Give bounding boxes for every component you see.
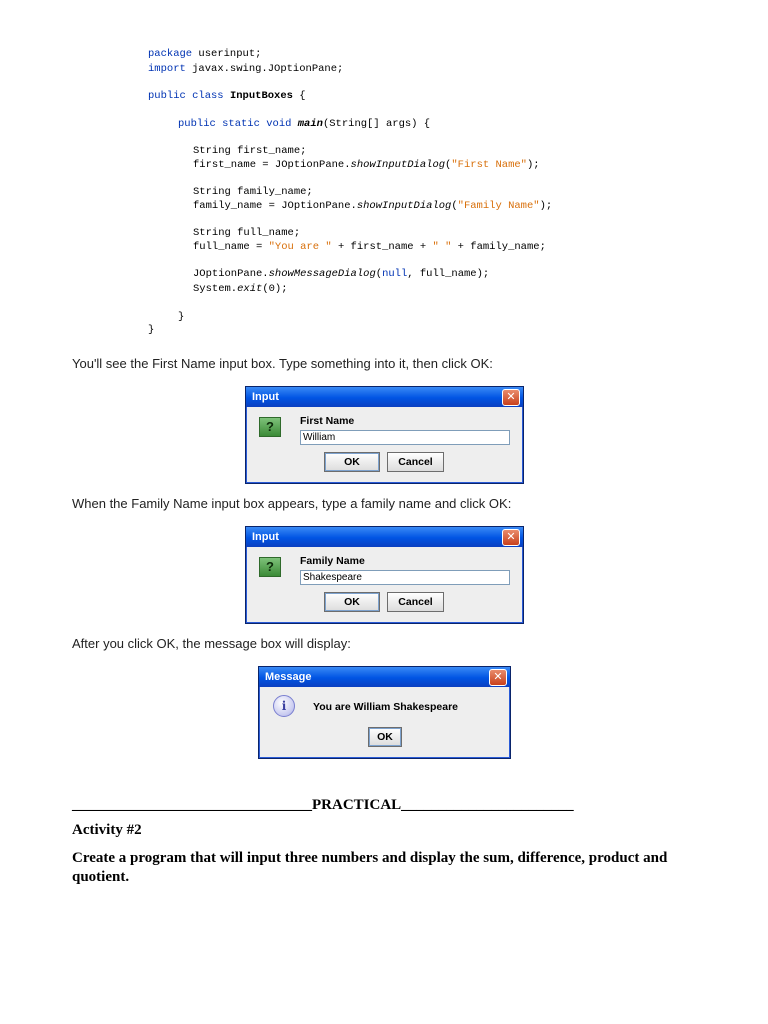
code-keyword: public class — [148, 90, 224, 102]
code-line-4 — [178, 118, 430, 131]
method-name: exit — [237, 283, 263, 295]
dialog-title: Input — [252, 391, 279, 403]
method-name: showInputDialog — [356, 200, 452, 212]
close-icon[interactable]: ✕ — [502, 529, 520, 546]
cancel-button[interactable]: Cancel — [387, 452, 444, 472]
ok-button[interactable]: OK — [324, 452, 380, 472]
code-text: ); — [539, 200, 553, 212]
code-keyword: null — [382, 268, 408, 280]
code-line-3 — [148, 90, 306, 103]
family-name-input[interactable]: Shakespeare — [300, 570, 510, 585]
first-name-input[interactable]: William — [300, 430, 510, 445]
code-text: { — [292, 90, 306, 102]
instruction-text-2: When the Family Name input box appears, type a family name and click OK: — [72, 496, 512, 511]
close-icon[interactable]: ✕ — [489, 669, 507, 686]
close-icon[interactable]: ✕ — [502, 389, 520, 406]
method-name: showInputDialog — [350, 159, 446, 171]
practical-heading: ________________________________PRACTICAL_______________________ — [72, 797, 574, 813]
code-text: (0); — [262, 283, 288, 295]
code-line-6 — [193, 159, 540, 172]
code-string: "First Name" — [451, 159, 527, 171]
code-text: javax.swing.JOptionPane; — [185, 63, 344, 75]
message-dialog — [258, 666, 511, 759]
instruction-text-1: You'll see the First Name input box. Type something into it, then click OK: — [72, 356, 493, 371]
question-icon: ? — [259, 557, 281, 577]
code-text: (String[] args) { — [322, 118, 431, 130]
family-name-label: Family Name — [300, 555, 365, 567]
code-line-1 — [148, 48, 261, 61]
activity-title: Activity #2 — [72, 822, 142, 838]
cancel-button[interactable]: Cancel — [387, 592, 444, 612]
code-line-14: } — [148, 324, 155, 336]
code-string: "Family Name" — [457, 200, 540, 212]
code-text: System. — [193, 283, 238, 295]
code-text: + first_name + — [331, 241, 433, 253]
code-line-8 — [193, 200, 552, 213]
code-line-11 — [193, 268, 489, 281]
instruction-text-3: After you click OK, the message box will display: — [72, 636, 351, 651]
code-line-5: String first_name; — [193, 145, 307, 157]
code-line-9: String full_name; — [193, 227, 301, 239]
code-line-7: String family_name; — [193, 186, 313, 198]
ok-button[interactable]: OK — [324, 592, 380, 612]
code-line-12 — [193, 283, 288, 296]
question-icon: ? — [259, 417, 281, 437]
info-icon: i — [273, 695, 295, 717]
code-text: full_name = — [193, 241, 269, 253]
code-text: , full_name); — [407, 268, 490, 280]
code-text: family_name = JOptionPane. — [193, 200, 357, 212]
dialog-title-bar — [246, 527, 523, 547]
code-text: userinput; — [192, 48, 262, 60]
code-line-2 — [148, 63, 343, 76]
code-text: + family_name; — [451, 241, 546, 253]
message-text: You are William Shakespeare — [313, 701, 459, 713]
dialog-title: Input — [252, 531, 279, 543]
activity-task: Create a program that will input three numbers and display the sum, difference, product and quotient. — [72, 850, 668, 885]
dialog-title-bar — [246, 387, 523, 407]
code-text: ( — [445, 159, 452, 171]
input-dialog-first-name — [245, 386, 524, 484]
code-string: "You are " — [268, 241, 332, 253]
code-text: ( — [451, 200, 458, 212]
code-text: first_name = JOptionPane. — [193, 159, 351, 171]
code-string: " " — [432, 241, 452, 253]
code-text: ); — [526, 159, 540, 171]
dialog-title-bar — [259, 667, 510, 687]
input-dialog-family-name — [245, 526, 524, 624]
code-text: ( — [375, 268, 383, 280]
method-name: main — [297, 118, 323, 130]
ok-button[interactable]: OK — [368, 727, 402, 747]
code-line-10 — [193, 241, 546, 254]
code-text: JOptionPane. — [193, 268, 269, 280]
code-keyword: public static void — [178, 118, 292, 130]
class-name: InputBoxes — [229, 90, 293, 102]
code-line-13: } — [178, 311, 185, 323]
dialog-title: Message — [265, 671, 312, 683]
method-name: showMessageDialog — [268, 268, 376, 280]
code-keyword: package — [148, 48, 193, 60]
first-name-label: First Name — [300, 415, 355, 427]
code-keyword: import — [148, 63, 186, 75]
